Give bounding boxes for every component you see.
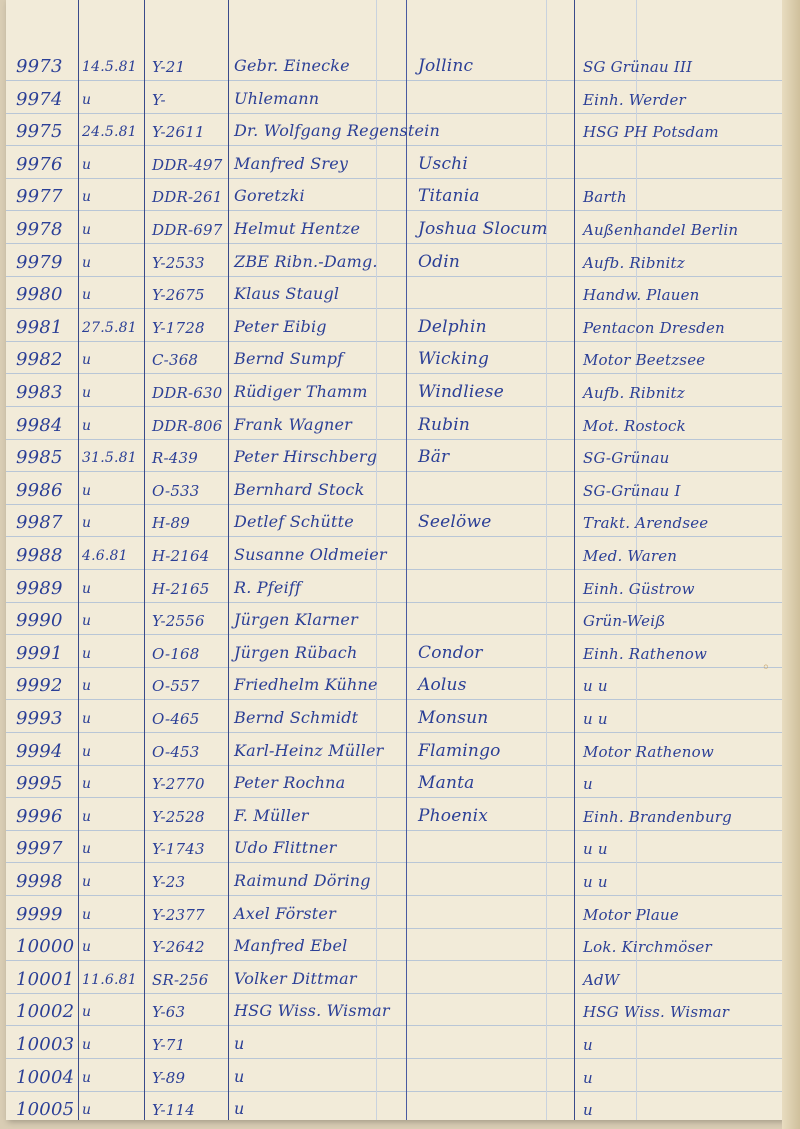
sail-registration: Y-23 [152,873,186,891]
owner-name: ZBE Ribn.-Damg. [234,252,378,271]
club-name: Barth [583,188,627,206]
owner-name: Helmut Hentze [234,219,361,238]
owner-name: Uhlemann [234,89,320,108]
club-name: Aufb. Ribnitz [583,384,685,402]
entry-date: 14.5.81 [82,59,137,75]
entry-date: u [82,157,92,173]
club-name: u u [583,873,608,891]
sail-registration: Y-63 [152,1003,186,1021]
entry-date: u [82,874,92,890]
entry-date: 11.6.81 [82,972,137,988]
owner-name: Bernd Schmidt [234,708,359,727]
owner-name: Manfred Ebel [234,936,348,955]
owner-name: Manfred Srey [234,154,349,173]
ledger-row [6,215,784,247]
sail-registration: Y- [152,91,166,109]
club-name: Motor Plaue [583,906,679,924]
owner-name: Raimund Döring [234,871,371,890]
ledger-row [6,671,784,703]
entry-date: u [82,907,92,923]
sail-registration: R-439 [152,449,198,467]
sail-registration: DDR-630 [152,384,223,402]
ledger-page [6,0,784,1120]
entry-date: u [82,287,92,303]
ledger-row [6,769,784,801]
entry-number: 10005 [16,1099,75,1120]
owner-name: u [234,1034,245,1053]
ledger-row [6,834,784,866]
entry-number: 9977 [16,186,63,207]
club-name: Einh. Werder [583,91,686,109]
owner-name: Dr. Wolfgang Regenstein [234,121,440,140]
club-name: HSG Wiss. Wismar [583,1003,730,1021]
entry-number: 9984 [16,415,63,436]
owner-name: u [234,1099,245,1118]
entry-number: 9981 [16,317,63,338]
boat-name: Monsun [418,708,489,728]
sail-registration: SR-256 [152,971,209,989]
owner-name: Axel Förster [234,904,336,923]
sail-registration: O-465 [152,710,200,728]
sail-registration: Y-2377 [152,906,205,924]
entry-date: u [82,711,92,727]
sail-registration: Y-1743 [152,840,205,858]
owner-name: Volker Dittmar [234,969,357,988]
boat-name: Uschi [418,154,468,174]
sail-registration: Y-114 [152,1101,195,1119]
boat-name: Flamingo [418,741,501,761]
ledger-row [6,606,784,638]
ledger-row [6,508,784,540]
entry-number: 10004 [16,1067,75,1088]
entry-date: 4.6.81 [82,548,128,564]
entry-number: 9987 [16,512,63,533]
owner-name: Bernd Sumpf [234,349,344,368]
sail-registration: H-2165 [152,580,210,598]
entry-number: 9998 [16,871,63,892]
ledger-row [6,182,784,214]
ledger-row [6,52,784,84]
entry-number: 9996 [16,806,63,827]
owner-name: Bernhard Stock [234,480,365,499]
ledger-row [6,313,784,345]
sail-registration: Y-2642 [152,938,205,956]
owner-name: Peter Hirschberg [234,447,378,466]
entry-number: 10002 [16,1001,75,1022]
entry-date: u [82,483,92,499]
ledger-row [6,117,784,149]
club-name: u [583,1036,593,1054]
sail-registration: Y-2528 [152,808,205,826]
owner-name: Gebr. Einecke [234,56,350,75]
entry-date: u [82,613,92,629]
entry-number: 9994 [16,741,63,762]
owner-name: Udo Flittner [234,838,337,857]
owner-name: Rüdiger Thamm [234,382,368,401]
club-name: Pentacon Dresden [583,319,725,337]
entry-date: u [82,1037,92,1053]
sail-registration: Y-2675 [152,286,205,304]
sail-registration: O-533 [152,482,200,500]
sail-registration: Y-2533 [152,254,205,272]
boat-name: Windliese [418,382,504,402]
owner-name: Friedhelm Kühne [234,675,378,694]
entry-date: 24.5.81 [82,124,137,140]
ledger-row [6,378,784,410]
entry-number: 9986 [16,480,63,501]
owner-name: u [234,1067,245,1086]
entry-number: 9992 [16,675,63,696]
sail-registration: O-453 [152,743,200,761]
ledger-row [6,932,784,964]
ledger-row [6,1063,784,1095]
club-name: SG Grünau III [583,58,693,76]
sail-registration: Y-2556 [152,612,205,630]
owner-name: Karl-Heinz Müller [234,741,384,760]
ledger-row [6,574,784,606]
sail-registration: Y-89 [152,1069,186,1087]
ledger-row [6,1030,784,1062]
entry-date: 27.5.81 [82,320,137,336]
club-name: u [583,1101,593,1119]
boat-name: Odin [418,252,461,272]
entry-number: 9983 [16,382,63,403]
ledger-row [6,1095,784,1120]
club-name: u [583,775,593,793]
entry-date: u [82,222,92,238]
entry-number: 9997 [16,838,63,859]
owner-name: Susanne Oldmeier [234,545,387,564]
owner-name: R. Pfeiff [234,578,302,597]
ledger-row [6,997,784,1029]
entry-number: 9976 [16,154,63,175]
entry-date: u [82,678,92,694]
boat-name: Condor [418,643,483,663]
club-name: Einh. Rathenow [583,645,708,663]
sail-registration: Y-21 [152,58,186,76]
club-name: AdW [583,971,620,989]
ledger-row [6,280,784,312]
sail-registration: H-89 [152,514,191,532]
sail-registration: O-168 [152,645,200,663]
owner-name: Goretzki [234,186,305,205]
entry-number: 9995 [16,773,63,794]
owner-name: Klaus Staugl [234,284,340,303]
entry-number: 9991 [16,643,63,664]
entry-date: u [82,189,92,205]
sail-registration: DDR-697 [152,221,223,239]
club-name: HSG PH Potsdam [583,123,719,141]
entry-number: 9979 [16,252,63,273]
club-name: Motor Beetzsee [583,351,706,369]
owner-name: Detlef Schütte [234,512,354,531]
ledger-row [6,541,784,573]
club-name: SG-Grünau [583,449,670,467]
ledger-row [6,704,784,736]
entry-number: 9980 [16,284,63,305]
ledger-row [6,150,784,182]
ledger-row [6,248,784,280]
sail-registration: DDR-261 [152,188,223,206]
entry-date: u [82,809,92,825]
ledger-row [6,85,784,117]
owner-name: Peter Rochna [234,773,346,792]
entry-date: u [82,515,92,531]
sail-registration: Y-71 [152,1036,186,1054]
club-name: u u [583,710,608,728]
ledger-row [6,900,784,932]
sail-registration: Y-1728 [152,319,205,337]
entry-number: 9993 [16,708,63,729]
sail-registration: DDR-806 [152,417,223,435]
boat-name: Joshua Slocum [418,219,548,239]
entry-date: u [82,581,92,597]
sail-registration: C-368 [152,351,199,369]
entry-date: u [82,841,92,857]
entry-date: u [82,1102,92,1118]
club-name: u [583,1069,593,1087]
ledger-row [6,802,784,834]
club-name: Motor Rathenow [583,743,714,761]
owner-name: Peter Eibig [234,317,327,336]
entry-number: 9985 [16,447,63,468]
entry-number: 9989 [16,578,63,599]
boat-name: Delphin [418,317,487,337]
sail-registration: O-557 [152,677,200,695]
boat-name: Bär [418,447,450,467]
club-name: Einh. Güstrow [583,580,695,598]
sail-registration: Y-2611 [152,123,205,141]
boat-name: Wicking [418,349,490,369]
club-name: SG-Grünau I [583,482,681,500]
entry-date: u [82,385,92,401]
owner-name: Jürgen Klarner [234,610,358,629]
ledger-row [6,639,784,671]
ledger-row [6,345,784,377]
ledger-row [6,737,784,769]
owner-name: Jürgen Rübach [234,643,358,662]
boat-name: Phoenix [418,806,489,826]
club-name: u u [583,840,608,858]
club-name: Lok. Kirchmöser [583,938,712,956]
entry-date: u [82,776,92,792]
ledger-row [6,965,784,997]
entry-number: 9975 [16,121,63,142]
entry-number: 9990 [16,610,63,631]
club-name: Außenhandel Berlin [583,221,739,239]
entry-number: 9982 [16,349,63,370]
entry-number: 9973 [16,56,63,77]
entry-number: 10001 [16,969,75,990]
entry-date: u [82,92,92,108]
entry-number: 9978 [16,219,63,240]
entry-date: u [82,255,92,271]
ledger-row [6,443,784,475]
entry-number: 9974 [16,89,63,110]
ledger-row [6,476,784,508]
page-edge [782,0,800,1129]
sail-registration: H-2164 [152,547,210,565]
owner-name: F. Müller [234,806,309,825]
owner-name: Frank Wagner [234,415,353,434]
club-name: Grün-Weiß [583,612,666,630]
boat-name: Seelöwe [418,512,492,532]
entry-date: u [82,646,92,662]
boat-name: Titania [418,186,480,206]
sail-registration: Y-2770 [152,775,205,793]
club-name: u u [583,677,608,695]
owner-name: HSG Wiss. Wismar [234,1001,390,1020]
entry-date: u [82,1070,92,1086]
entry-number: 9988 [16,545,63,566]
entry-date: u [82,1004,92,1020]
boat-name: Aolus [418,675,467,695]
boat-name: Rubin [418,415,471,435]
club-name: Mot. Rostock [583,417,686,435]
entry-number: 9999 [16,904,63,925]
ledger-row [6,867,784,899]
entry-number: 10003 [16,1034,75,1055]
paper-stain: ◦ [761,660,770,676]
entry-date: u [82,352,92,368]
entry-date: u [82,418,92,434]
entry-number: 10000 [16,936,75,957]
sail-registration: DDR-497 [152,156,223,174]
club-name: Einh. Brandenburg [583,808,732,826]
club-name: Aufb. Ribnitz [583,254,685,272]
entry-date: u [82,744,92,760]
club-name: Trakt. Arendsee [583,514,709,532]
entry-date: u [82,939,92,955]
club-name: Med. Waren [583,547,678,565]
boat-name: Jollinc [418,56,474,76]
ledger-row [6,411,784,443]
boat-name: Manta [418,773,475,793]
entry-date: 31.5.81 [82,450,137,466]
club-name: Handw. Plauen [583,286,700,304]
